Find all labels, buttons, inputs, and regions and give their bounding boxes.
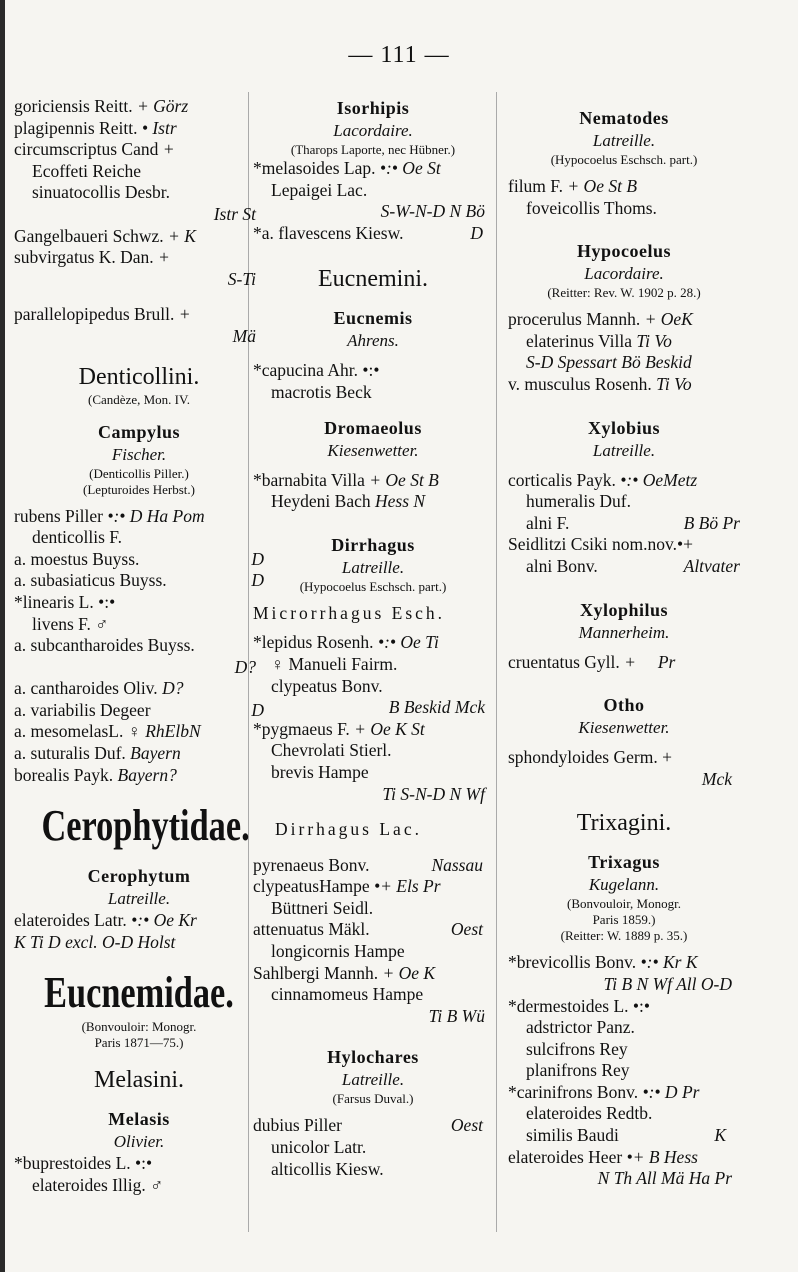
synonym-entry: cinnamomeus Hampe [271,984,424,1005]
synonym-entry: alticollis Kiesw. [271,1158,384,1179]
species-entry: *melasoides Lap. •:• Oe St [253,158,441,178]
aberration-entry: a. subasiaticus Buyss. D [14,570,264,591]
synonym-entry: planifrons Rey [526,1060,630,1081]
reference-note: Paris 1871—75.) [94,1035,184,1051]
species-entry: subvirgatus K. Dan. + [14,247,170,268]
aberration-entry: a. cantharoides Oliv. D? [14,678,184,699]
species-entry: *dermestoides L. •:• [508,995,651,1016]
genus-heading: Hypocoelus [576,241,671,262]
genus-author: Fischer. [111,444,167,464]
synonym-entry: Lepaigei Lac. [271,179,368,200]
synonym-entry: sinuatocollis Desbr. [32,182,171,203]
reference-note: (Reitter: W. 1889 p. 35.) [560,928,688,944]
genus-heading: Isorhipis [336,98,410,118]
synonym-note: (Hypocoelus Eschsch. part.) [299,578,447,594]
page-edge [0,0,5,1272]
synonym-note: (Hypocoelus Eschsch. part.) [550,152,698,167]
reference-note: (Bonvouloir: Monogr. [81,1019,197,1035]
species-entry: parallelopipedus Brull. + [14,304,191,325]
genus-heading: Cerophytum [87,866,191,887]
genus-author: Latreille. [592,131,656,150]
genus-author: Olivier. [113,1132,165,1152]
aberration-entry: a. variabilis Degeer D [14,699,264,720]
distribution: S-D Spessart Bö Beskid [526,352,692,373]
genus-heading: Dirrhagus [331,534,415,555]
synonym-entry: Heydeni Bach Hess N [271,491,426,512]
tribe-heading: Eucnemini. [318,266,428,293]
synonym-entry: alni F. B Bö Pr [526,512,740,533]
species-entry: *barnabita Villa + Oe St B [253,469,439,490]
aberration-entry: a. suturalis Duf. Bayern [14,743,181,764]
species-entry: *buprestoides L. •:• [14,1153,153,1174]
genus-heading: Eucnemis [333,308,413,329]
column-divider [496,92,497,1232]
page-number: — 111 — [348,42,450,68]
tribe-heading: Melasini. [94,1067,184,1094]
species-entry: filum F. + Oe St B [508,176,638,196]
synonym-entry: livens F. ♂ [32,613,109,634]
synonym-entry: foveicollis Thoms. [526,197,657,218]
distribution: B Beskid Mck [388,697,485,718]
species-entry: pyrenaeus Bonv. Nassau [253,854,483,875]
genus-author: Latreille. [107,889,171,909]
species-entry: *carinifrons Bonv. •:• D Pr [508,1081,700,1102]
column-middle [253,96,493,1180]
synonym-entry: macrotis Beck [271,381,372,402]
reference-note: (Reitter: Rev. W. 1902 p. 28.) [547,285,701,301]
species-entry: dubius Piller Oest [253,1115,483,1136]
species-entry: elateroides Heer •+ B Hess [508,1146,698,1167]
genus-heading: Hylochares [327,1047,419,1068]
genus-heading: Campylus [97,421,181,442]
species-entry: Gangelbaueri Schwz. + K [14,225,196,246]
aberration-entry: a. mesomelasL. ♀ RhElbN [14,721,201,742]
species-entry: Seidlitzi Csiki nom.nov.•+ [508,534,694,555]
genus-heading: Nematodes [579,108,669,128]
distribution: S-W-N-D N Bö [380,201,485,222]
species-entry: plagipennis Reitt. • Istr [14,117,177,138]
species-entry: circumscriptus Cand + [14,139,175,160]
genus-author: Latreille. [341,557,405,577]
genus-author: Lacordaire. [333,121,413,140]
synonym-entry: elaterinus Villa Ti Vo [526,330,672,351]
genus-author: Kugelann. [588,875,660,895]
genus-author: Lacordaire. [584,264,664,284]
species-entry: clypeatusHampe •+ Els Pr [253,876,441,897]
species-entry: sphondyloides Germ. + [508,747,672,768]
species-entry: elateroides Latr. •:• Oe Kr [14,910,197,931]
genus-heading: Xylobius [587,417,661,438]
genus-author: Latreille. [592,440,656,460]
species-entry: *capucina Ahr. •:• [253,360,380,381]
genus-heading: Xylophilus [579,599,669,620]
synonym-note: (Farsus Duval.) [332,1091,414,1107]
genus-heading: Trixagus [588,852,660,873]
distribution: D? [234,656,256,677]
species-entry: borealis Payk. Bayern? [14,764,177,785]
species-entry: *lepidus Rosenh. •:• Oe Ti [253,632,439,653]
variety-entry: v. musculus Rosenh. Ti Vo [508,373,692,394]
synonym-entry: elateroides Redtb. [526,1103,653,1124]
synonym-entry: humeralis Duf. [526,491,631,512]
aberration-entry: a. moestus Buyss. D [14,548,264,569]
synonym-entry: brevis Hampe [271,761,369,782]
synonym-entry: Ecoffeti Reiche [32,160,141,181]
species-entry: *linearis L. •:• [14,591,116,612]
species-entry: attenuatus Mäkl. Oest [253,919,483,940]
species-entry: *brevicollis Bonv. •:• Kr K [508,952,698,973]
genus-author: Kiesenwetter. [327,440,419,460]
synonym-entry: adstrictor Panz. [526,1017,635,1038]
synonym-note: (Tharops Laporte, nec Hübner.) [290,142,456,157]
genus-heading: Dromaeolus [324,417,422,438]
species-entry: rubens Piller •:• D Ha Pom [14,505,205,526]
synonym-entry: alni Bonv. Altvater [526,555,740,576]
species-entry: corticalis Payk. •:• OeMetz [508,469,698,490]
species-entry: *pygmaeus F. + Oe K St [253,718,425,739]
aberration-entry: *a. flavescens Kiesw. D [253,222,483,243]
synonym-entry: Büttneri Seidl. [271,897,374,918]
distribution: Mä [232,325,256,346]
tribe-heading: Denticollini. [78,363,200,390]
genus-author: Latreille. [341,1070,405,1090]
synonym-entry: longicornis Hampe [271,941,405,962]
reference-note: Paris 1859.) [592,912,656,928]
distribution: Ti B N Wf All O-D [603,973,732,994]
species-entry: goriciensis Reitt. + Görz [14,96,189,116]
synonym-note: (Denticollis Piller.) [89,465,189,481]
distribution: S-Ti [227,268,256,289]
distribution: Ti S-N-D N Wf [382,783,485,804]
column-right [508,96,740,1190]
synonym-entry: ♀ Manueli Fairm. [271,653,398,674]
distribution: Ti B Wü [428,1005,485,1026]
tribe-heading: Trixagini. [576,810,672,837]
subgenus-heading: Microrrhagus Esch. [253,602,446,623]
species-entry: cruentatus Gyll. + Pr [508,651,676,672]
synonym-entry: unicolor Latr. [271,1137,367,1158]
column-left [14,96,264,1197]
family-heading: Eucnemidae. [44,968,234,1018]
reference-note: (Bonvouloir, Monogr. [567,896,681,912]
genus-author: Ahrens. [347,331,399,351]
family-heading: Cerophytidae. [41,801,250,851]
subgenus-heading: Dirrhagus Lac. [275,819,422,840]
genus-heading: Melasis [108,1109,170,1130]
species-entry: Sahlbergi Mannh. + Oe K [253,962,436,983]
synonym-entry: sulcifrons Rey [526,1038,628,1059]
distribution: Mck [701,768,732,789]
synonym-entry: clypeatus Bonv. [271,675,383,696]
synonym-entry: elateroides Illig. ♂ [32,1175,164,1196]
distribution: Istr St [213,203,256,224]
synonym-entry: Chevrolati Stierl. [271,740,392,761]
synonym-note: (Lepturoides Herbst.) [83,481,195,497]
genus-author: Mannerheim. [578,622,670,642]
distribution: K Ti D excl. O-D Holst [14,931,176,952]
genus-heading: Otho [603,695,645,716]
synonym-entry: similis Baudi K [526,1125,726,1146]
species-entry: procerulus Mannh. + OeK [508,309,693,330]
genus-author: Kiesenwetter. [578,718,670,738]
synonym-entry: denticollis F. [32,527,122,548]
reference-note: (Candèze, Mon. IV. [88,391,190,407]
distribution: N Th All Mä Ha Pr [597,1168,732,1189]
aberration-entry: a. subcantharoides Buyss. [14,635,195,656]
